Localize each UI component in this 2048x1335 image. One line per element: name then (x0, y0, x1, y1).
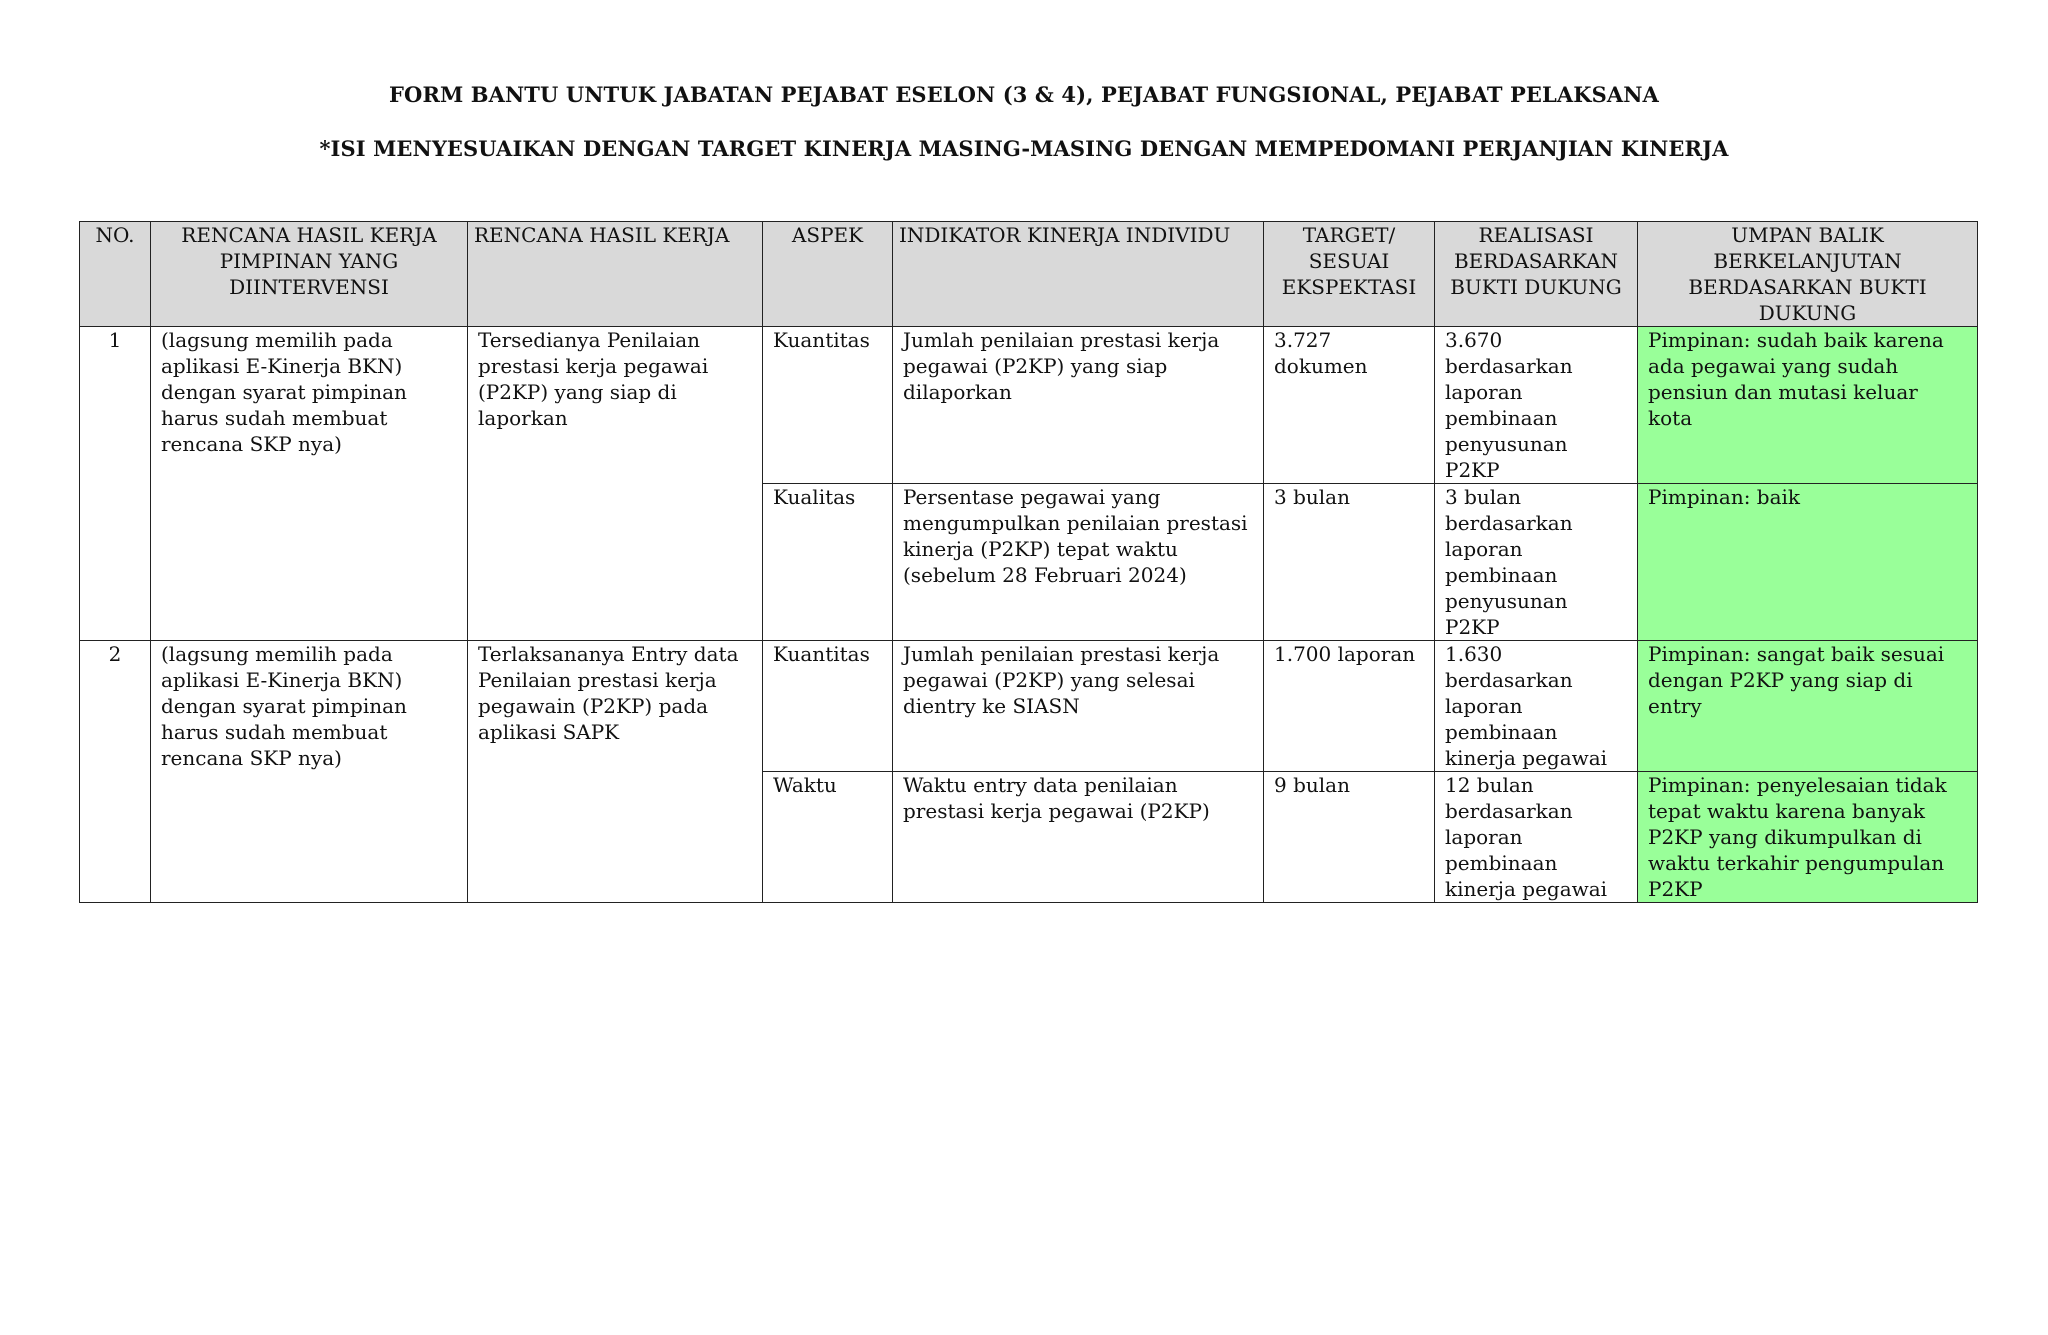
cell-rhk: Tersedianya Penilaian prestasi kerja pegawai (P2KP) yang siap di laporkan (468, 327, 763, 641)
cell-rhk-pimpinan: (lagsung memilih pada aplikasi E-Kinerja BKN) dengan syarat pimpinan harus sudah membuat rencana SKP nya) (151, 641, 468, 903)
cell-target: 3 bulan (1264, 484, 1435, 641)
cell-indikator: Jumlah penilaian prestasi kerja pegawai (P2KP) yang siap dilaporkan (893, 327, 1264, 484)
cell-indikator: Jumlah penilaian prestasi kerja pegawai (P2KP) yang selesai dientry ke SIASN (893, 641, 1264, 772)
header-indikator: INDIKATOR KINERJA INDIVIDU (893, 222, 1264, 327)
cell-rhk-pimpinan: (lagsung memilih pada aplikasi E-Kinerja BKN) dengan syarat pimpinan harus sudah membuat rencana SKP nya) (151, 327, 468, 641)
header-rhk: RENCANA HASIL KERJA (468, 222, 763, 327)
cell-indikator: Waktu entry data penilaian prestasi kerja pegawai (P2KP) (893, 772, 1264, 903)
cell-rhk: Terlaksananya Entry data Penilaian prestasi kerja pegawain (P2KP) pada aplikasi SAPK (468, 641, 763, 903)
cell-umpan-balik: Pimpinan: sangat baik sesuai dengan P2KP yang siap di entry (1638, 641, 1978, 772)
cell-realisasi: 1.630 berdasarkan laporan pembinaan kinerja pegawai (1435, 641, 1638, 772)
cell-aspek: Kuantitas (763, 327, 893, 484)
cell-target: 3.727 dokumen (1264, 327, 1435, 484)
cell-realisasi: 3.670 berdasarkan laporan pembinaan penyusunan P2KP (1435, 327, 1638, 484)
cell-target: 1.700 laporan (1264, 641, 1435, 772)
header-rhk-pimpinan: RENCANA HASIL KERJA PIMPINAN YANG DIINTERVENSI (151, 222, 468, 327)
header-target: TARGET/ SESUAI EKSPEKTASI (1264, 222, 1435, 327)
cell-realisasi: 3 bulan berdasarkan laporan pembinaan penyusunan P2KP (1435, 484, 1638, 641)
cell-realisasi: 12 bulan berdasarkan laporan pembinaan kinerja pegawai (1435, 772, 1638, 903)
performance-form-table (79, 221, 1978, 903)
cell-aspek: Kuantitas (763, 641, 893, 772)
cell-aspek: Waktu (763, 772, 893, 903)
cell-indikator: Persentase pegawai yang mengumpulkan penilaian prestasi kinerja (P2KP) tepat waktu (sebelum 28 Februari 2024) (893, 484, 1264, 641)
document-subtitle: *ISI MENYESUAIKAN DENGAN TARGET KINERJA MASING-MASING DENGAN MEMPEDOMANI PERJANJIAN KINERJA (319, 136, 1729, 161)
cell-umpan-balik: Pimpinan: baik (1638, 484, 1978, 641)
header-umpan-balik: UMPAN BALIK BERKELANJUTAN BERDASARKAN BUKTI DUKUNG (1638, 222, 1978, 327)
cell-umpan-balik: Pimpinan: penyelesaian tidak tepat waktu karena banyak P2KP yang dikumpulkan di waktu terkahir pengumpulan P2KP (1638, 772, 1978, 903)
header-realisasi: REALISASI BERDASARKAN BUKTI DUKUNG (1435, 222, 1638, 327)
cell-target: 9 bulan (1264, 772, 1435, 903)
cell-no: 2 (80, 641, 151, 903)
cell-no: 1 (80, 327, 151, 641)
header-no: NO. (80, 222, 151, 327)
cell-aspek: Kualitas (763, 484, 893, 641)
table-row (80, 327, 1978, 484)
table-row (80, 641, 1978, 772)
table-header-row (80, 222, 1978, 327)
header-aspek: ASPEK (763, 222, 893, 327)
document-title: FORM BANTU UNTUK JABATAN PEJABAT ESELON (3 & 4), PEJABAT FUNGSIONAL, PEJABAT PELAKSANA (389, 82, 1659, 107)
cell-umpan-balik: Pimpinan: sudah baik karena ada pegawai yang sudah pensiun dan mutasi keluar kota (1638, 327, 1978, 484)
